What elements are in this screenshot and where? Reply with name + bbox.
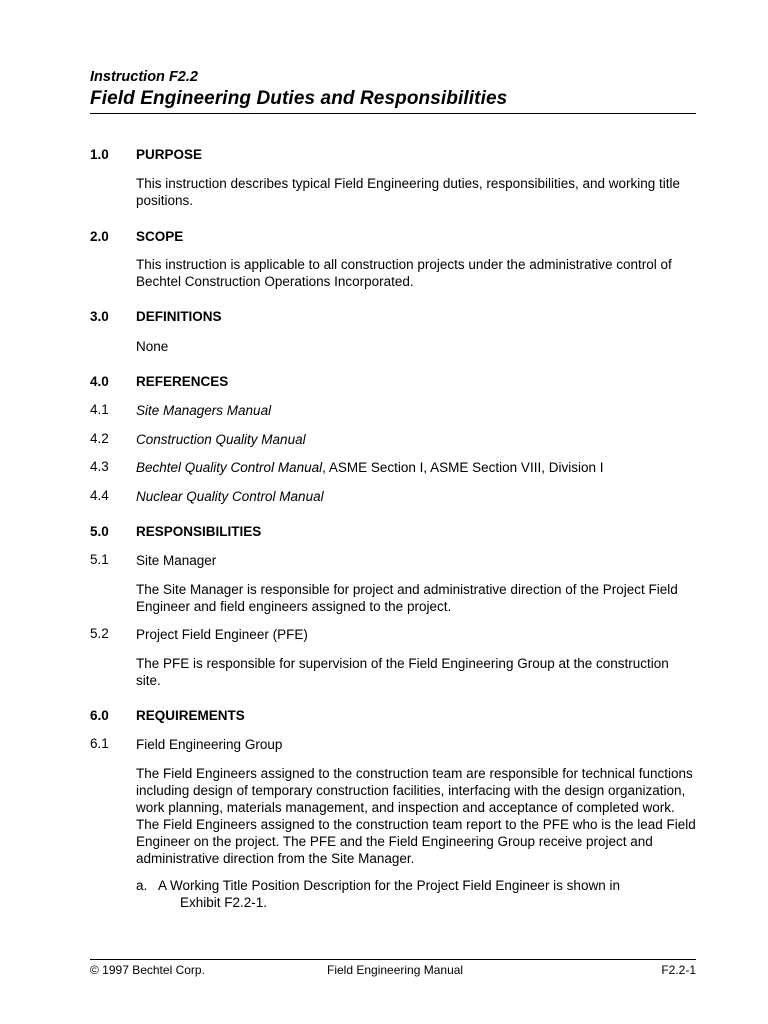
footer-manual-name: Field Engineering Manual <box>327 963 464 977</box>
subsection-title: Field Engineering Group <box>136 737 283 752</box>
reference-item <box>136 431 696 448</box>
purpose-text: This instruction describes typical Field Engineering duties, responsibilities, and working title positions. <box>136 176 681 208</box>
section-heading-definitions: DEFINITIONS <box>136 309 222 324</box>
title-divider <box>90 113 696 114</box>
reference-title: Site Managers Manual <box>136 403 272 418</box>
footer-page-number: F2.2-1 <box>661 963 696 977</box>
footer-divider <box>90 959 696 960</box>
section-heading-responsibilities: RESPONSIBILITIES <box>136 524 262 539</box>
subsection-text: The Site Manager is responsible for project and administrative direction of the Project Field Engineer and field engineers assigned to the project. <box>136 582 678 614</box>
section-heading-purpose: PURPOSE <box>136 147 203 162</box>
reference-number: 4.1 <box>90 402 109 417</box>
subsection-number: 5.1 <box>90 552 109 567</box>
section-number: 3.0 <box>90 309 109 324</box>
definitions-text: None <box>136 339 169 354</box>
reference-item <box>136 488 696 505</box>
reference-number: 4.4 <box>90 488 109 503</box>
subsection-text: The PFE is responsible for supervision of the Field Engineering Group at the construction site. <box>136 656 669 688</box>
instruction-number: Instruction F2.2 <box>90 69 198 85</box>
section-number: 4.0 <box>90 374 109 389</box>
reference-title: Nuclear Quality Control Manual <box>136 489 324 504</box>
list-item-line1: A Working Title Position Description for the Project Field Engineer is shown in <box>158 878 620 893</box>
reference-title: Construction Quality Manual <box>136 432 306 447</box>
reference-item <box>136 402 696 419</box>
section-number: 1.0 <box>90 147 109 162</box>
subsection-number: 6.1 <box>90 736 109 751</box>
section-heading-references: REFERENCES <box>136 374 229 389</box>
list-item-marker: a. <box>136 878 148 893</box>
reference-extra: , ASME Section I, ASME Section VIII, Division I <box>322 460 604 475</box>
reference-item <box>136 459 696 476</box>
reference-number: 4.3 <box>90 459 109 474</box>
subsection-text: The Field Engineers assigned to the construction team are responsible for technical functions including design of temporary construction facilities, interfacing with the design organization, work planning, materials management, and inspection and acceptance of completed work. The Field Engineers assigned to the construction team report to the PFE who is the lead Field Engineer on the project. The PFE and the Field Engineering Group receive project and administrative direction from the Site Manager. <box>136 766 696 866</box>
reference-title: Bechtel Quality Control Manual <box>136 460 323 475</box>
section-number: 2.0 <box>90 229 109 244</box>
list-item-line2: Exhibit F2.2-1. <box>180 895 268 910</box>
subsection-number: 5.2 <box>90 626 109 641</box>
section-heading-scope: SCOPE <box>136 229 184 244</box>
section-number: 5.0 <box>90 524 109 539</box>
footer-copyright: © 1997 Bechtel Corp. <box>90 963 205 977</box>
scope-text: This instruction is applicable to all construction projects under the administrative control of Bechtel Construction Operations Incorporated. <box>136 257 672 289</box>
section-heading-requirements: REQUIREMENTS <box>136 708 245 723</box>
document-title: Field Engineering Duties and Responsibilities <box>90 88 508 109</box>
reference-number: 4.2 <box>90 431 109 446</box>
subsection-title: Site Manager <box>136 553 217 568</box>
subsection-title: Project Field Engineer (PFE) <box>136 627 308 642</box>
section-number: 6.0 <box>90 708 109 723</box>
